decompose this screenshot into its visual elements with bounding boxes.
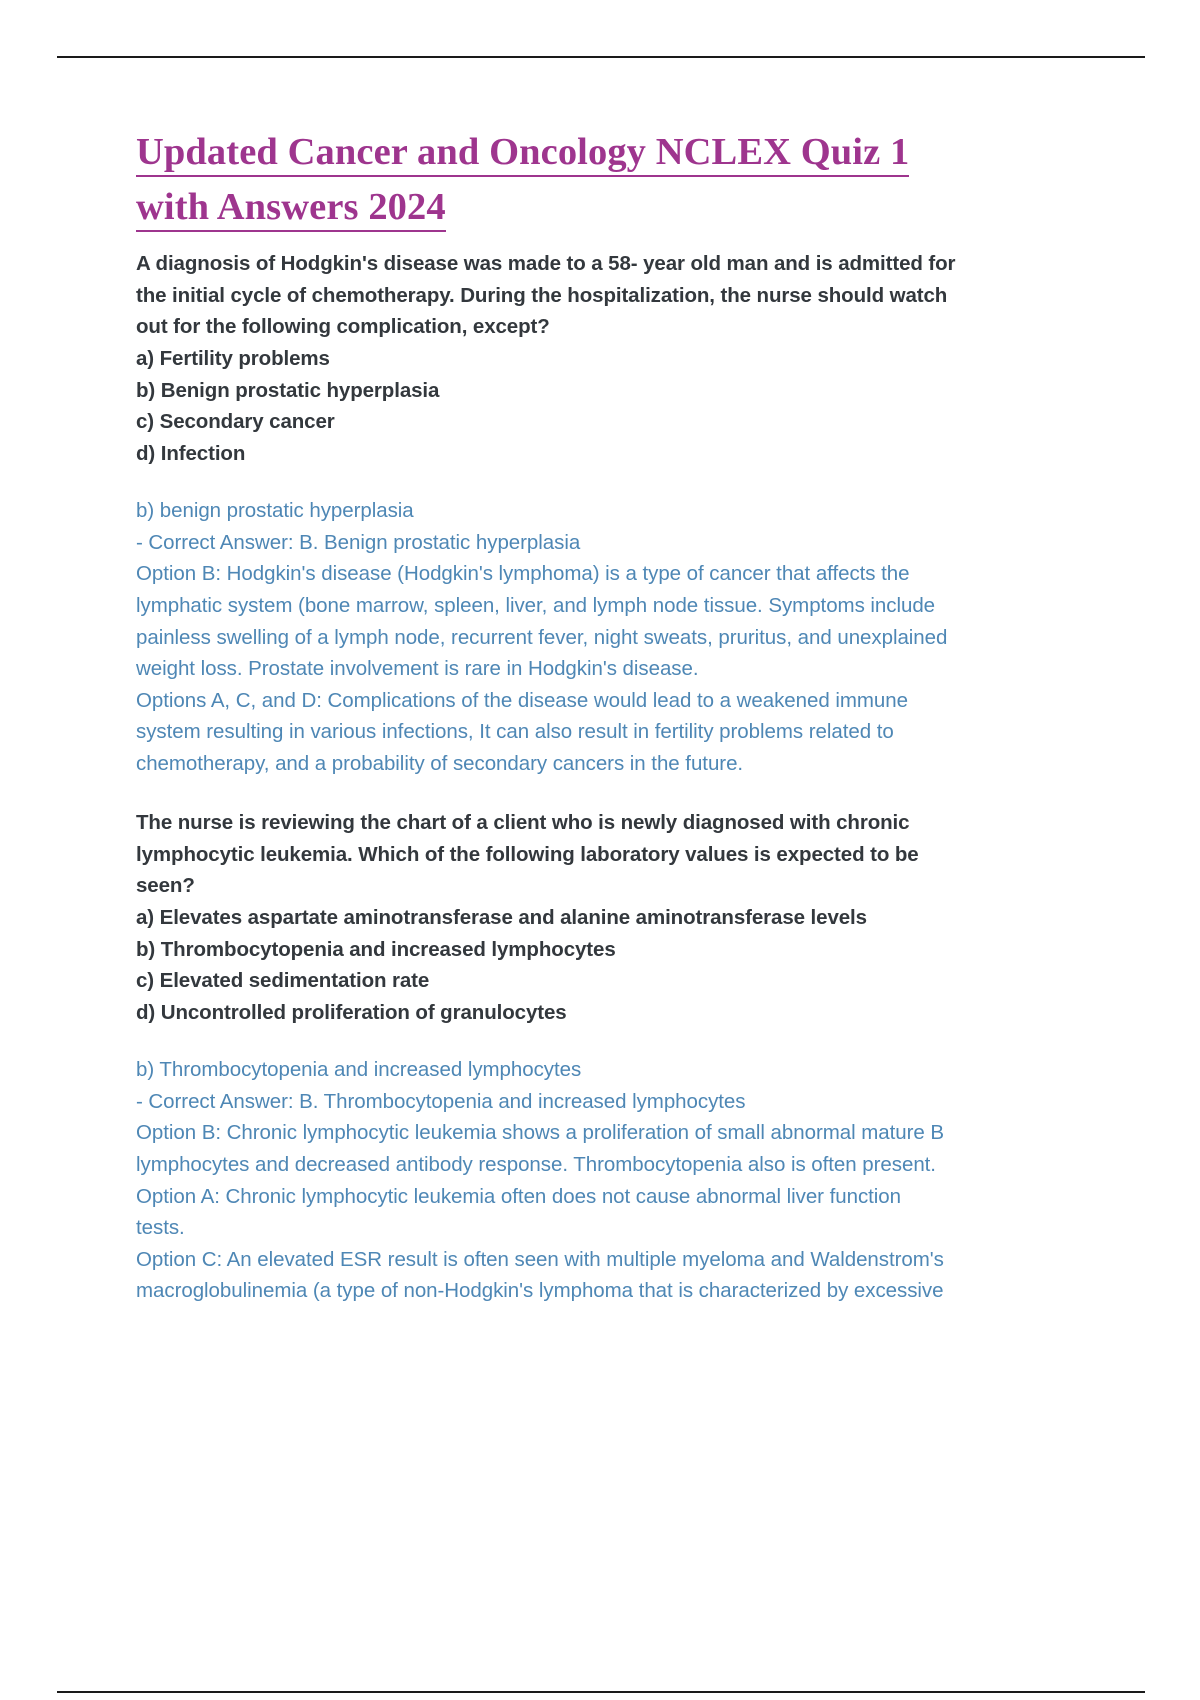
answer-2-line: b) Thrombocytopenia and increased lymphocytes <box>136 1058 582 1082</box>
answer-1-line: chemotherapy, and a probability of secondary cancers in the future. <box>136 751 744 775</box>
answer-1-line: b) benign prostatic hyperplasia <box>136 499 414 523</box>
question-2-stem-line: The nurse is reviewing the chart of a client who is newly diagnosed with chronic <box>136 811 910 835</box>
answer-1-line: weight loss. Prostate involvement is rare in Hodgkin's disease. <box>136 657 699 681</box>
question-1-option-b: b) Benign prostatic hyperplasia <box>136 378 440 402</box>
answer-1-line: Options A, C, and D: Complications of the disease would lead to a weakened immune <box>136 688 908 712</box>
question-1-stem-line: A diagnosis of Hodgkin's disease was made to a 58- year old man and is admitted for <box>136 252 956 276</box>
answer-2-correct-answer: - Correct Answer: B. Thrombocytopenia and increased lymphocytes <box>136 1089 746 1113</box>
question-2-stem-line: lymphocytic leukemia. Which of the following laboratory values is expected to be <box>136 842 919 866</box>
question-2-option-b: b) Thrombocytopenia and increased lymphocytes <box>136 937 616 961</box>
question-2-stem-line: seen? <box>136 874 195 898</box>
answer-1-correct-answer: - Correct Answer: B. Benign prostatic hyperplasia <box>136 530 581 554</box>
page-title-line-1: Updated Cancer and Oncology NCLEX Quiz 1 <box>136 131 909 177</box>
document-content <box>136 125 1002 1307</box>
question-1-stem-line: out for the following complication, except? <box>136 315 550 339</box>
answer-1-line: lymphatic system (bone marrow, spleen, liver, and lymph node tissue. Symptoms include <box>136 593 936 617</box>
answer-block-2 <box>136 1054 1002 1307</box>
answer-2-line: Option A: Chronic lymphocytic leukemia often does not cause abnormal liver function <box>136 1184 902 1208</box>
question-1-option-a: a) Fertility problems <box>136 347 330 370</box>
question-1-option-c: c) Secondary cancer <box>136 410 335 434</box>
answer-1-line: system resulting in various infections, It can also result in fertility problems related to <box>136 720 894 744</box>
header-divider-rule <box>57 56 1145 58</box>
answer-2-line: lymphocytes and decreased antibody response. Thrombocytopenia also is often present. <box>136 1152 936 1176</box>
answer-block-1 <box>136 495 1002 779</box>
question-2-option-a: a) Elevates aspartate aminotransferase and alanine aminotransferase levels <box>136 906 867 929</box>
question-block-2 <box>136 807 1002 1028</box>
answer-2-line: Option C: An elevated ESR result is often seen with multiple myeloma and Waldenstrom's <box>136 1247 944 1271</box>
question-2-option-d: d) Uncontrolled proliferation of granulocytes <box>136 1000 567 1024</box>
answer-2-line: Option B: Chronic lymphocytic leukemia shows a proliferation of small abnormal mature B <box>136 1121 945 1145</box>
page-title <box>136 125 1002 234</box>
answer-2-line: macroglobulinemia (a type of non-Hodgkin's lymphoma that is characterized by excessive <box>136 1279 944 1303</box>
page-title-line-2: with Answers 2024 <box>136 186 446 232</box>
question-block-1 <box>136 248 1002 469</box>
answer-1-line: Option B: Hodgkin's disease (Hodgkin's lymphoma) is a type of cancer that affects the <box>136 562 910 586</box>
question-2-option-c: c) Elevated sedimentation rate <box>136 969 430 993</box>
footer-divider-rule <box>57 1691 1145 1693</box>
answer-1-line: painless swelling of a lymph node, recurrent fever, night sweats, pruritus, and unexplained <box>136 625 948 649</box>
answer-2-line: tests. <box>136 1216 185 1240</box>
question-1-stem-line: the initial cycle of chemotherapy. During the hospitalization, the nurse should watch <box>136 283 948 307</box>
question-1-option-d: d) Infection <box>136 441 246 465</box>
